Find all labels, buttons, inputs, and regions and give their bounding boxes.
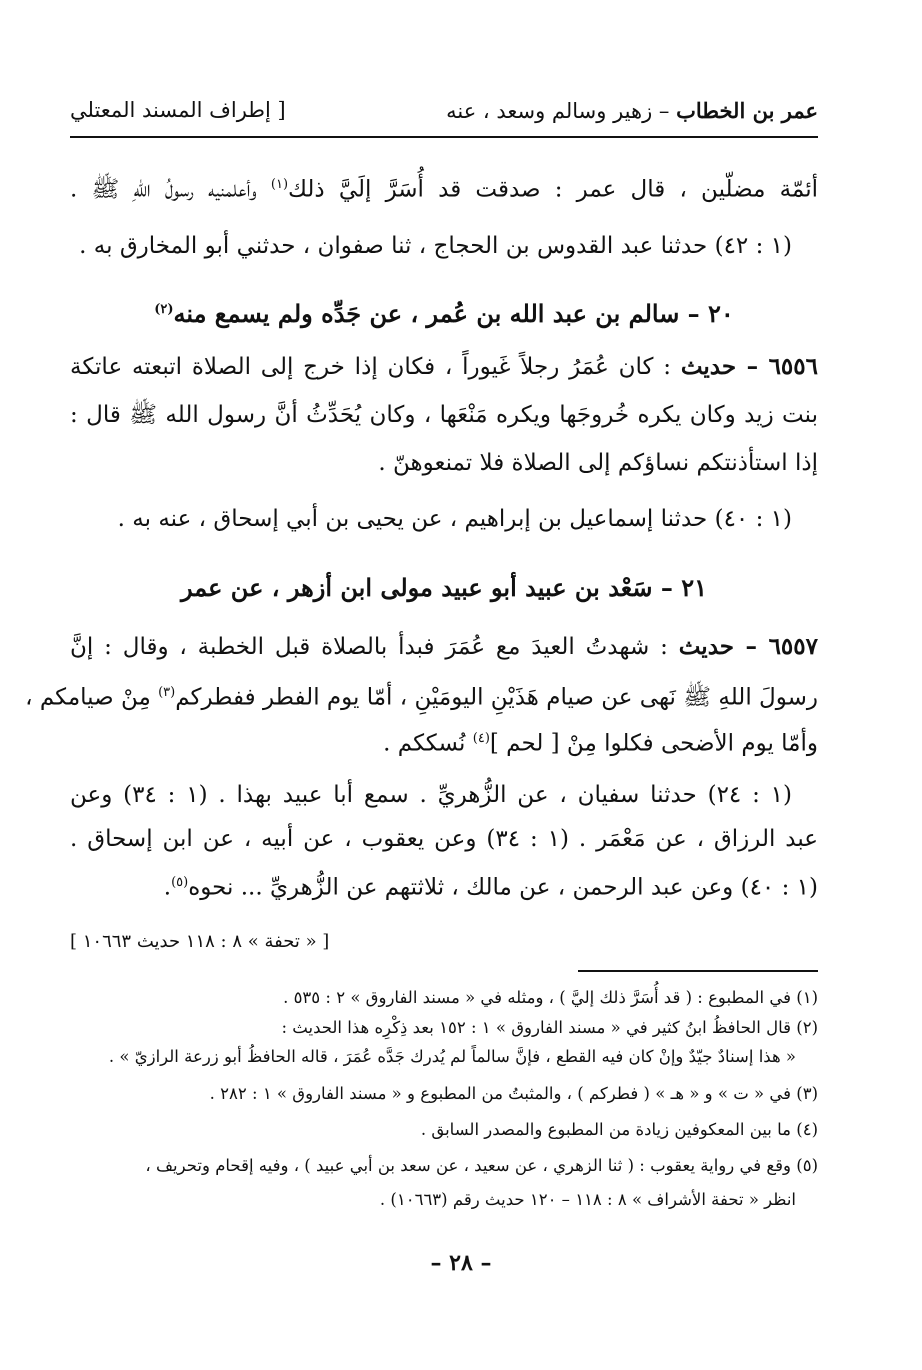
footnote-5-continuation: انظر « تحفة الأشراف » ٨ : ١١٨ – ١٢٠ حديث رقم (١٠٦٦٣) .: [379, 1190, 796, 1209]
hadith-number: ٦٥٥٧ – حديث: [678, 633, 818, 660]
hadith-number: ٦٥٥٦ – حديث: [680, 353, 818, 380]
text-segment: نُسككم .: [383, 730, 473, 757]
text-segment: وأعلمنيه رسولُ اللهِ ﷺ .: [70, 176, 271, 203]
footnote-ref-1: (١): [270, 177, 289, 192]
hadith-6556-line-1: [70, 350, 818, 384]
header-title-rest: – زهير وسالم وسعد ، عنه: [446, 99, 677, 123]
text-segment: .: [163, 874, 172, 901]
footnote-2-continuation: « هذا إسنادٌ جيّدٌ وإنْ كان فيه القطع ، فإنَّ سالماً لم يُدرك جَدَّه عُمَرَ ، قاله الحافظُ أبو زرعة الرازيّ » .: [108, 1047, 796, 1066]
source-line-42: (١ : ٤٢) حدثنا عبد القدوس بن الحجاج ، ثنا صفوان ، حدثني أبو المخارق به .: [79, 233, 792, 259]
section-title-21: ٢١ – سَعْد بن عبيد أبو عبيد مولى ابن أزهر ، عن عمر: [181, 573, 707, 602]
source-6557-line-2: عبد الرزاق ، عن مَعْمَر . (١ : ٣٤) وعن يعقوب ، عن أبيه ، عن ابن إسحاق .: [70, 826, 818, 852]
header-book-title: [ إطراف المسند المعتلي: [70, 98, 286, 122]
hadith-6556-line-2: بنت زيد وكان يكره خُروجَها ويكره مَنْعَها ، وكان يُحَدِّثُ أنَّ رسول الله ﷺ قال :: [70, 402, 818, 428]
page-number: – ٢٨ –: [430, 1250, 492, 1276]
hadith-6557-line-1: [70, 630, 818, 664]
header-title-bold: عمر بن الخطاب: [676, 98, 818, 123]
footnote-ref-5: (٥): [171, 875, 189, 890]
text-segment: رسولَ اللهِ ﷺ نَهى عن صيام هَذَيْنِ اليومَيْنِ ، أمّا يوم الفطر ففطركم: [175, 684, 818, 711]
text-segment: (١ : ٤٠) وعن عبد الرحمن ، عن مالك ، ثلاثتهم عن الزُّهريِّ ... نحوه: [188, 874, 818, 901]
footnote-1: (١) في المطبوع : ( قد أُسَرَّ ذلك إليَّ ) ، ومثله في « مسند الفاروق » ٢ : ٥٣٥ .: [283, 988, 818, 1007]
footnote-4: (٤) ما بين المعكوفين زيادة من المطبوع والمصدر السابق .: [420, 1120, 818, 1139]
text-segment: : شهدتُ العيدَ مع عُمَرَ فبدأ بالصلاة قبل الخطبة ، وقال : إنَّ: [70, 634, 679, 660]
text-segment: : كان عُمَرُ رجلاً غَيوراً ، فكان إذا خرج إلى الصلاة اتبعته عاتكة: [70, 354, 681, 380]
hadith-6557-line-3: [70, 722, 818, 761]
text-segment: أئمّة مضلّين ، قال عمر : صدقت قد أُسَرَّ إلَيَّ ذلك: [288, 176, 818, 203]
running-header: [70, 98, 818, 132]
footnote-ref-4: (٤): [472, 731, 490, 746]
text-line-1: [70, 168, 818, 207]
source-6557-line-3: [70, 866, 818, 905]
footnote-ref-3: (٣): [158, 685, 176, 700]
source-line-6556: (١ : ٤٠) حدثنا إسماعيل بن إبراهيم ، عن يحيى بن أبي إسحاق ، عنه به .: [117, 506, 792, 532]
section-title-20: [70, 292, 818, 332]
footnote-3: (٣) في « ت » و « هـ » ( فطركم ) ، والمثبتُ من المطبوع و « مسند الفاروق » ١ : ٢٨٢ .: [209, 1084, 818, 1103]
header-divider: [70, 136, 818, 138]
source-6557-line-1: (١ : ٢٤) حدثنا سفيان ، عن الزُّهريِّ . سمع أبا عبيد بهذا . (١ : ٣٤) وعن: [70, 782, 792, 808]
hadith-6557-line-2: [25, 676, 818, 715]
header-title: [446, 98, 818, 123]
footnote-2: (٢) قال الحافظُ ابنُ كثير في « مسند الفاروق » ١ : ١٥٢ بعد ذِكْرِه هذا الحديث :: [281, 1018, 818, 1037]
hadith-6556-line-3: إذا استأذنتكم نساؤكم إلى الصلاة فلا تمنعوهنّ .: [378, 450, 818, 476]
footnote-ref-2: (٢): [154, 302, 174, 317]
text-segment: وأمّا يوم الأضحى فكلوا مِنْ [ لحم ]: [489, 730, 818, 757]
tuhfa-reference: [ « تحفة » ٨ : ١١٨ حديث ١٠٦٦٣ ]: [70, 931, 330, 952]
footnote-5: (٥) وقع في رواية يعقوب : ( ثنا الزهري ، عن سعيد ، عن سعد بن أبي عبيد ) ، وفيه إقحام وتحريف ،: [145, 1156, 818, 1175]
text-segment: مِنْ صيامكم ،: [25, 684, 159, 711]
footnote-divider: [578, 970, 818, 972]
section-title-text: ٢٠ – سالم بن عبد الله بن عُمر ، عن جَدِّه ولم يسمع منه: [173, 299, 734, 328]
